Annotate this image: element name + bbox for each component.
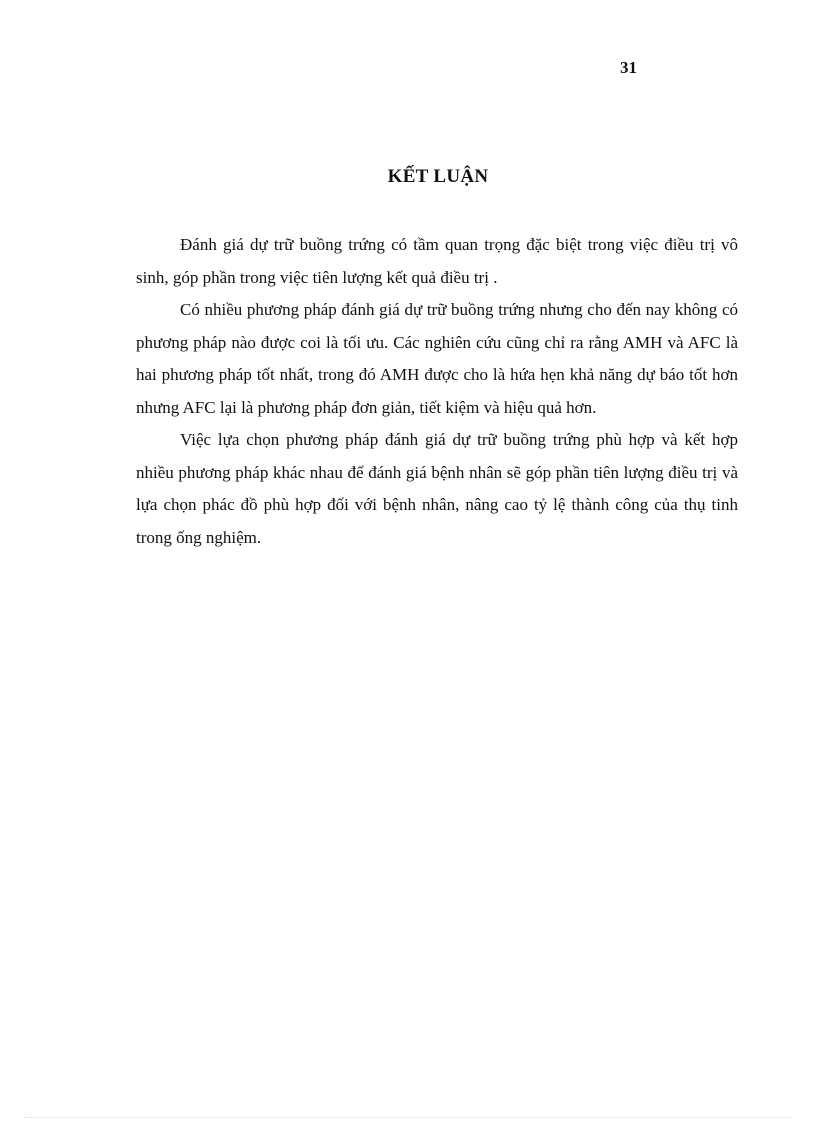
page-number: 31 [620,58,637,77]
paragraph-1: Đánh giá dự trữ buồng trứng có tầm quan trọng đặc biệt trong việc điều trị vô sinh, góp phần trong việc tiên lượng kết quả điều trị . [136,235,738,287]
page-title: KẾT LUẬN [387,166,489,187]
body-text [136,229,738,554]
paragraph-2: Có nhiều phương pháp đánh giá dự trữ buồng trứng nhưng cho đến nay không có phương pháp nào được coi là tối ưu. Các nghiên cứu cũng chỉ ra rằng AMH và AFC là hai phương pháp tốt nhất, trong đó AMH được cho là hứa hẹn khả năng dự báo tốt hơn nhưng AFC lại là phương pháp đơn giản, tiết kiệm và hiệu quả hơn. [136,300,738,417]
footer-divider [24,1117,792,1118]
paragraph-3: Việc lựa chọn phương pháp đánh giá dự trữ buồng trứng phù hợp và kết hợp nhiều phương pháp khác nhau để đánh giá bệnh nhân sẽ góp phần tiên lượng điều trị và lựa chọn phác đồ phù hợp đối với bệnh nhân, nâng cao tỷ lệ thành công của thụ tinh trong ống nghiệm. [136,430,738,547]
